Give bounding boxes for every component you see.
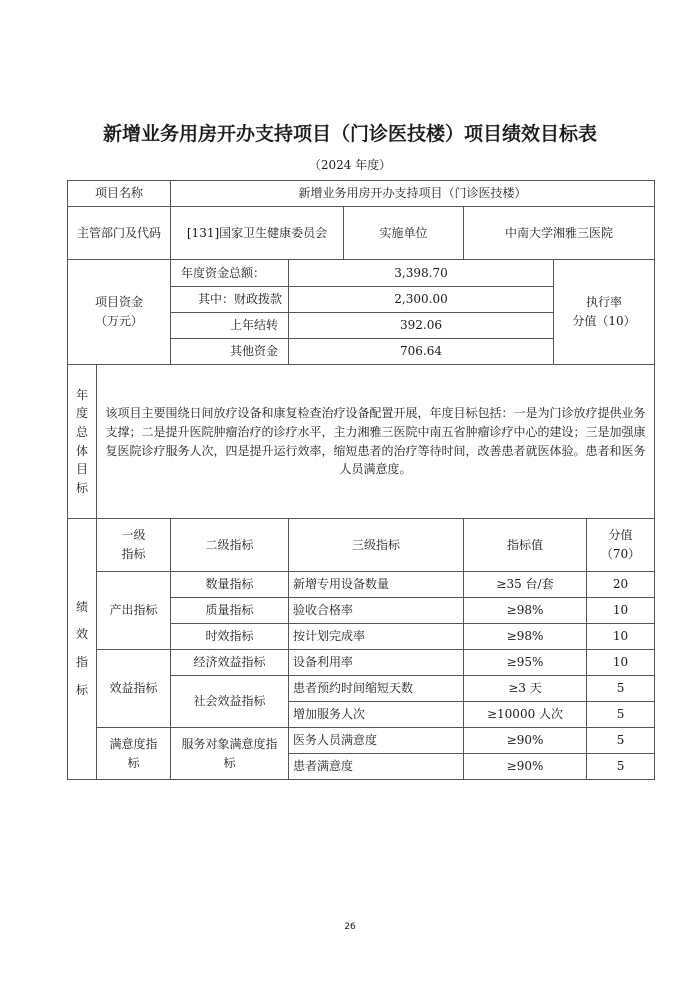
score-cell: 10 bbox=[587, 598, 655, 624]
funds-item-value: 3,398.70 bbox=[289, 260, 554, 287]
funds-item-label: 其中：财政拨款 bbox=[171, 287, 289, 313]
service-satisfaction-line1: 服务对象满意度指 bbox=[181, 736, 278, 751]
execution-rate-cell bbox=[554, 260, 655, 365]
score-header bbox=[587, 519, 655, 572]
score-header-line1: 分值 bbox=[608, 528, 633, 543]
page-title: 新增业务用房开办支持项目（门诊医技楼）项目绩效目标表 bbox=[102, 123, 597, 145]
department-value: [131]国家卫生健康委员会 bbox=[171, 207, 344, 260]
funds-item-value: 392.06 bbox=[289, 313, 554, 339]
target-cell: ≥90% bbox=[464, 728, 587, 754]
funds-item-value: 706.64 bbox=[289, 339, 554, 365]
score-cell: 5 bbox=[587, 702, 655, 728]
project-name-label: 项目名称 bbox=[68, 181, 171, 207]
funds-item-label: 其他资金 bbox=[171, 339, 289, 365]
level3-cell: 验收合格率 bbox=[289, 598, 464, 624]
indicators-label-char: 绩 bbox=[75, 599, 88, 614]
satisfaction-label-line2: 标 bbox=[127, 755, 140, 770]
level2-cell: 时效指标 bbox=[171, 624, 289, 650]
output-indicators-label: 产出指标 bbox=[97, 572, 171, 650]
project-name-value: 新增业务用房开办支持项目（门诊医技楼） bbox=[171, 181, 655, 207]
funds-row bbox=[68, 260, 655, 287]
target-cell: ≥35 台/套 bbox=[464, 572, 587, 598]
funds-label-line2: （万元） bbox=[95, 314, 144, 328]
level3-cell: 增加服务人次 bbox=[289, 702, 464, 728]
goal-label-char: 总 bbox=[75, 424, 88, 439]
target-cell: ≥90% bbox=[464, 754, 587, 780]
indicators-label-char: 效 bbox=[75, 627, 88, 642]
score-cell: 10 bbox=[587, 650, 655, 676]
page-number: 26 bbox=[344, 922, 356, 932]
level2-header: 二级指标 bbox=[171, 519, 289, 572]
level3-cell: 设备利用率 bbox=[289, 650, 464, 676]
annual-goal-row bbox=[68, 365, 655, 519]
satisfaction-indicators-label bbox=[97, 728, 171, 780]
goal-label-char: 目 bbox=[75, 462, 88, 477]
table-row bbox=[68, 650, 655, 676]
target-cell: ≥98% bbox=[464, 598, 587, 624]
indicators-label-char: 标 bbox=[75, 682, 88, 697]
funds-label bbox=[68, 260, 171, 365]
level2-cell: 质量指标 bbox=[171, 598, 289, 624]
table-row bbox=[68, 728, 655, 754]
funds-item-label: 年度资金总额： bbox=[171, 260, 289, 287]
target-cell: ≥98% bbox=[464, 624, 587, 650]
funds-item-label: 上年结转 bbox=[171, 313, 289, 339]
performance-table bbox=[67, 180, 655, 780]
target-header: 指标值 bbox=[464, 519, 587, 572]
score-cell: 20 bbox=[587, 572, 655, 598]
target-cell: ≥3 天 bbox=[464, 676, 587, 702]
implementing-unit-label: 实施单位 bbox=[344, 207, 464, 260]
project-name-row bbox=[68, 181, 655, 207]
department-row bbox=[68, 207, 655, 260]
level2-cell: 经济效益指标 bbox=[171, 650, 289, 676]
score-cell: 5 bbox=[587, 676, 655, 702]
satisfaction-label-line1: 满意度指 bbox=[109, 736, 158, 751]
level3-cell: 患者满意度 bbox=[289, 754, 464, 780]
score-header-line2: （70） bbox=[600, 547, 641, 561]
table-row bbox=[68, 572, 655, 598]
implementing-unit-value: 中南大学湘雅三医院 bbox=[464, 207, 655, 260]
annual-goal-text: 该项目主要围绕日间放疗设备和康复检查治疗设备配置开展，年度目标包括：一是为门诊放疗提供业务支撑；二是提升医院肿瘤治疗的诊疗水平，主力湘雅三医院中南五省肿瘤诊疗中心的建设；三是加强康复医院诊疗服务人次，四是提升运行效率，缩短患者的治疗等待时间，改善患者就医体验。患者和医务人员满意度。 bbox=[97, 365, 655, 519]
level1-header bbox=[97, 519, 171, 572]
level3-cell: 患者预约时间缩短天数 bbox=[289, 676, 464, 702]
goal-label-char: 标 bbox=[75, 480, 88, 495]
level3-cell: 医务人员满意度 bbox=[289, 728, 464, 754]
level3-cell: 按计划完成率 bbox=[289, 624, 464, 650]
annual-goal-label bbox=[68, 365, 97, 519]
indicator-header-row bbox=[68, 519, 655, 572]
goal-label-char: 年 bbox=[75, 387, 88, 402]
execution-rate-line2: 分值（10） bbox=[572, 314, 636, 328]
score-cell: 5 bbox=[587, 728, 655, 754]
social-benefit-label: 社会效益指标 bbox=[171, 676, 289, 728]
performance-indicators-label bbox=[68, 519, 97, 780]
level1-header-line2: 指标 bbox=[121, 547, 146, 561]
level2-cell: 数量指标 bbox=[171, 572, 289, 598]
funds-label-line1: 项目资金 bbox=[95, 295, 144, 310]
level3-header: 三级指标 bbox=[289, 519, 464, 572]
level3-cell: 新增专用设备数量 bbox=[289, 572, 464, 598]
service-satisfaction-line2: 标 bbox=[223, 755, 236, 770]
benefit-indicators-label: 效益指标 bbox=[97, 650, 171, 728]
score-cell: 5 bbox=[587, 754, 655, 780]
service-satisfaction-label bbox=[171, 728, 289, 780]
funds-item-value: 2,300.00 bbox=[289, 287, 554, 313]
target-cell: ≥10000 人次 bbox=[464, 702, 587, 728]
execution-rate-line1: 执行率 bbox=[586, 295, 623, 310]
department-label: 主管部门及代码 bbox=[68, 207, 171, 260]
target-cell: ≥95% bbox=[464, 650, 587, 676]
indicators-label-char: 指 bbox=[75, 655, 88, 669]
goal-label-char: 体 bbox=[75, 443, 88, 458]
level1-header-line1: 一级 bbox=[121, 528, 146, 543]
year-subtitle: （2024 年度） bbox=[308, 158, 392, 172]
goal-label-char: 度 bbox=[75, 406, 88, 421]
score-cell: 10 bbox=[587, 624, 655, 650]
